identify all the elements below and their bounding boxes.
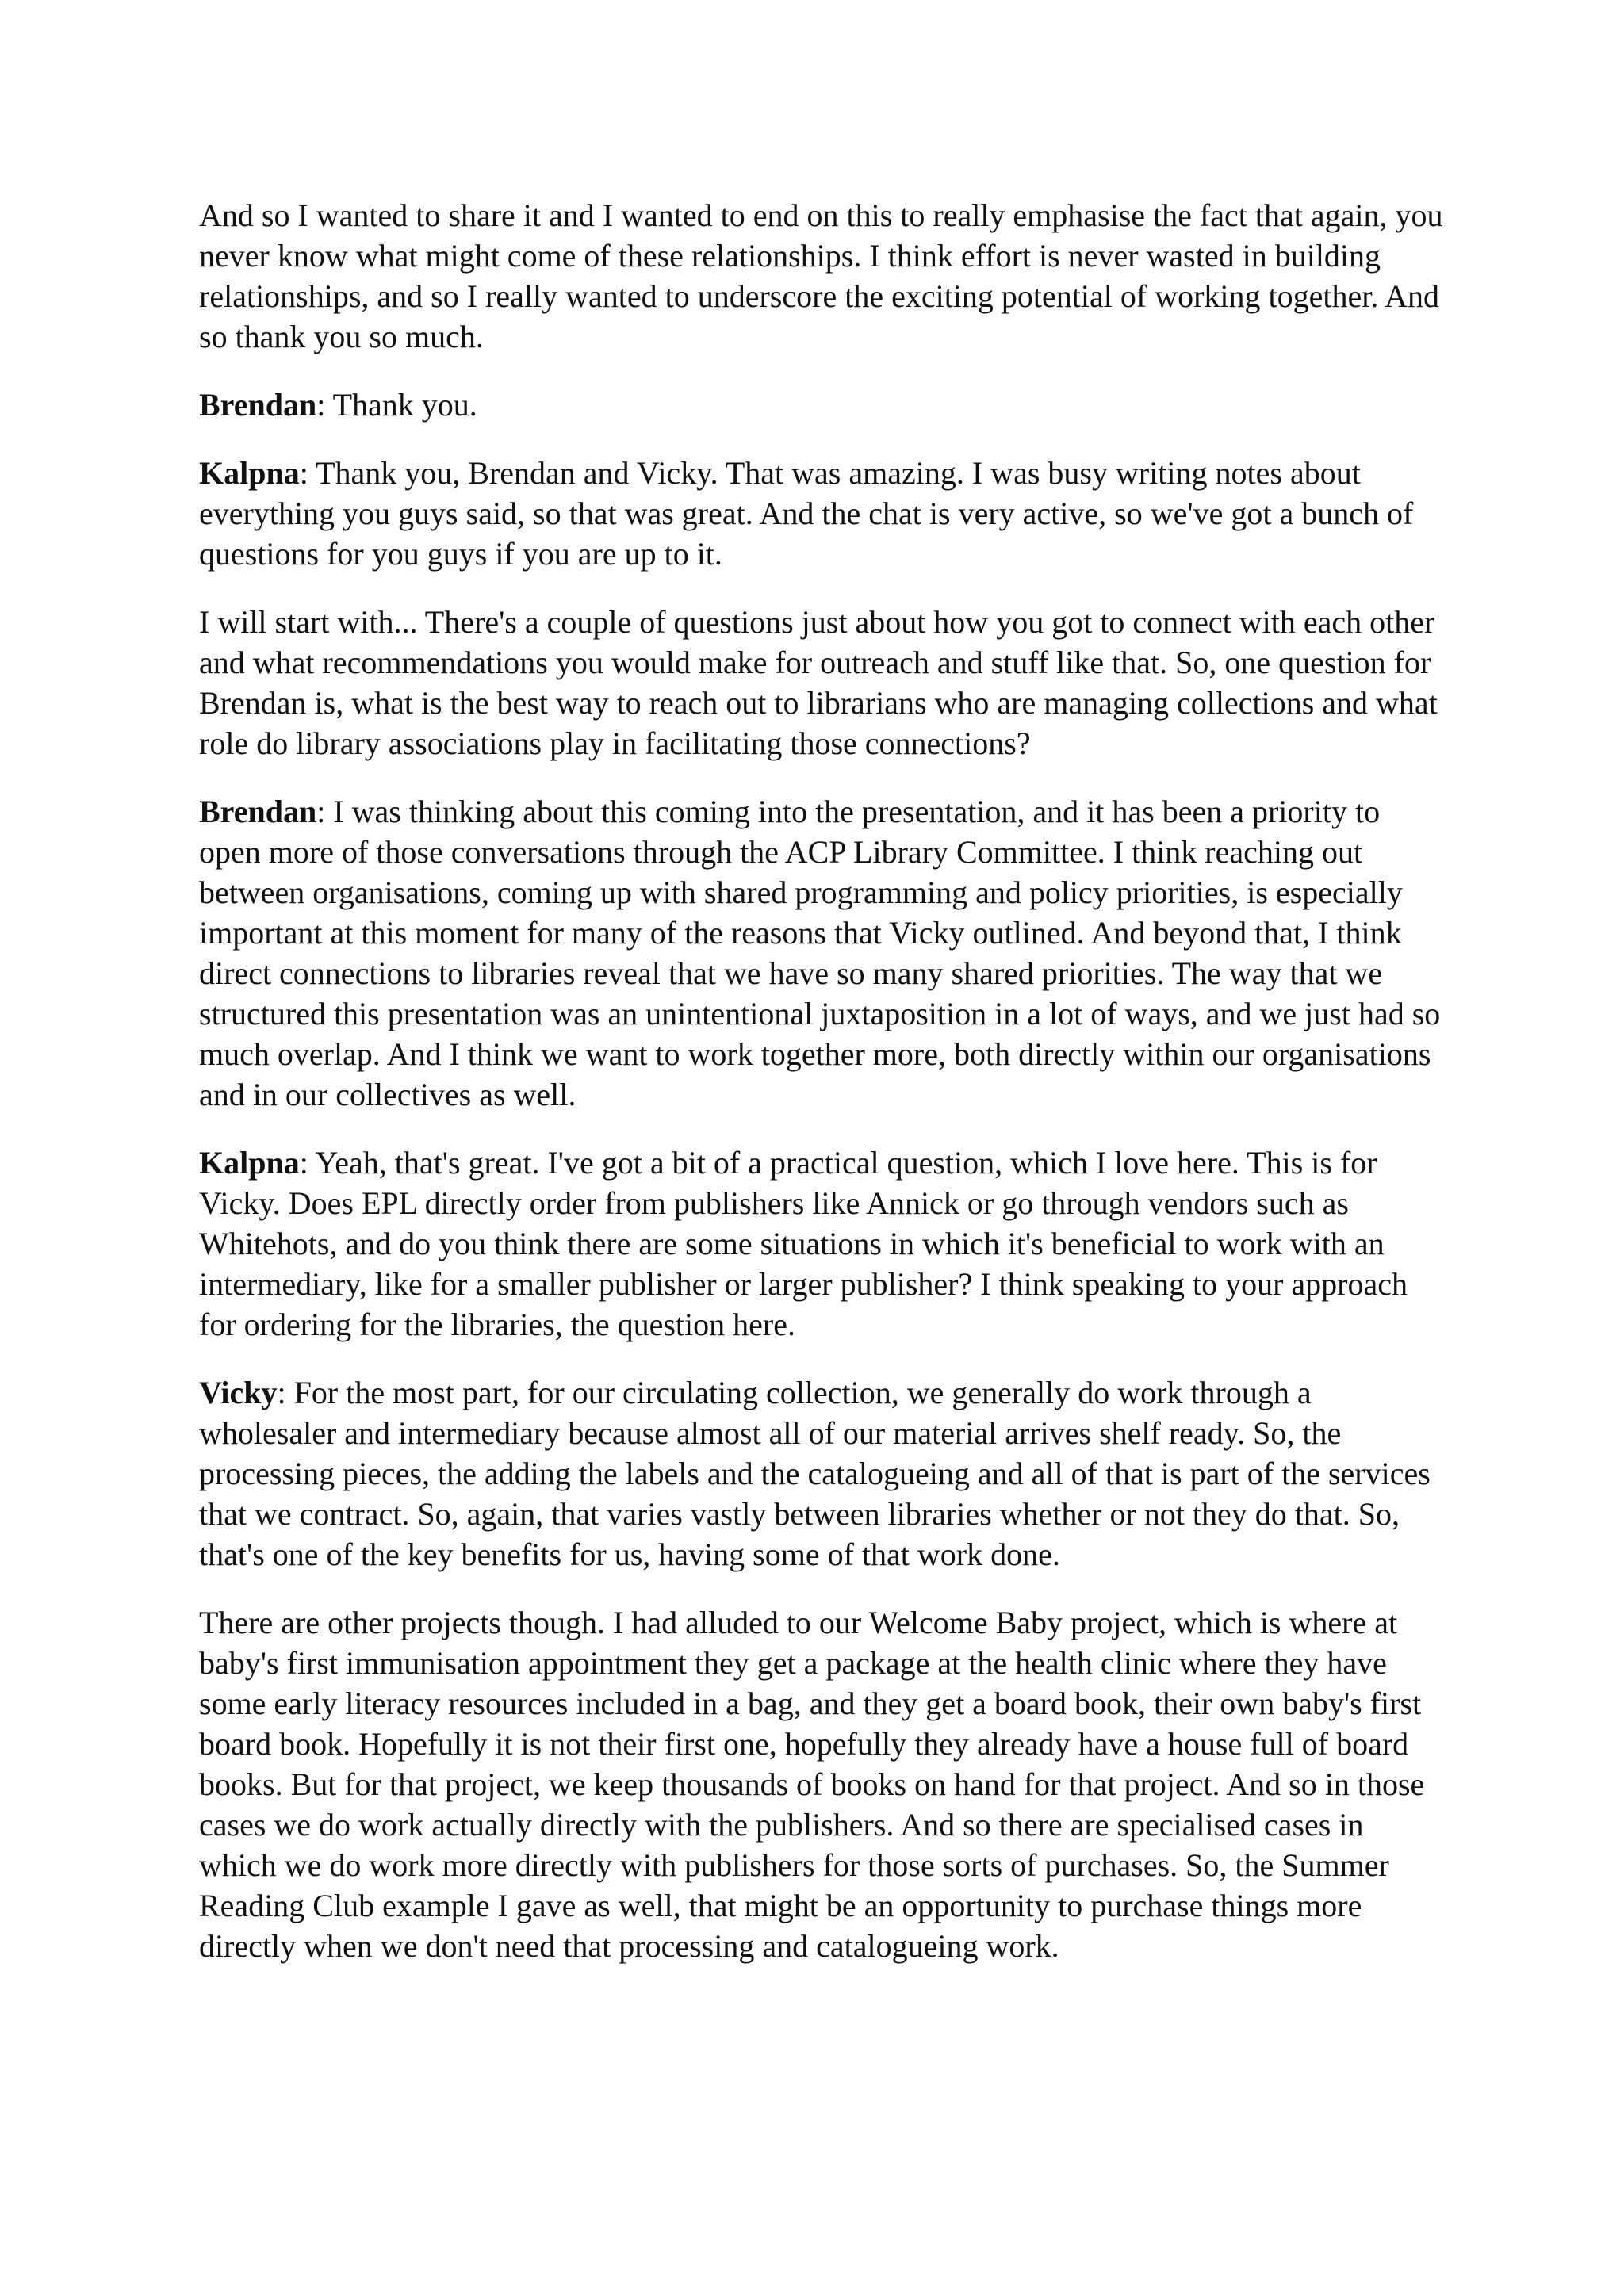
speaker-name: Kalpna bbox=[199, 455, 300, 491]
speaker-name: Kalpna bbox=[199, 1145, 300, 1181]
paragraph-text: There are other projects though. I had alluded to our Welcome Baby project, which is where at baby's first immunisation appointment they get a package at the health clinic where they have some early literacy resources included in a bag, and they get a board book, their own baby's first board book. Hopefully it is not their first one, hopefully they already have a house full of board books. But for that project, we keep thousands of books on hand for that project. And so in those cases we do work actually directly with the publishers. And so there are specialised cases in which we do work more directly with publishers for those sorts of purchases. So, the Summer Reading Club example I gave as well, that might be an opportunity to purchase things more directly when we don't need that processing and catalogueing work. bbox=[199, 1605, 1425, 1964]
paragraph-brendan-answer bbox=[199, 791, 1444, 1115]
speaker-name: Brendan bbox=[199, 387, 317, 423]
speaker-name: Vicky bbox=[199, 1375, 278, 1410]
paragraph-brendan-thanks bbox=[199, 385, 1444, 425]
paragraph-text: Yeah, that's great. I've got a bit of a practical question, which I love here. This is for Vicky. Does EPL directly order from publishers like Annick or go through vendors such as Whitehots, and do you think there are some situations in which it's beneficial to work with an intermediary, like for a smaller publisher or larger publisher? I think speaking to your approach for ordering for the libraries, the question here. bbox=[199, 1145, 1408, 1342]
speaker-name: Brendan bbox=[199, 794, 317, 829]
paragraph-kalpna-thanks bbox=[199, 453, 1444, 574]
paragraph-vicky-welcome-baby bbox=[199, 1602, 1444, 1966]
transcript-body bbox=[199, 195, 1444, 1994]
paragraph-text: And so I wanted to share it and I wanted to end on this to really emphasise the fact that again, you never know what might come of these relationships. I think effort is never wasted in building relationships, and so I really wanted to underscore the exciting potential of working together. And so thank you so much. bbox=[199, 197, 1443, 354]
paragraph-vicky-answer bbox=[199, 1372, 1444, 1575]
paragraph-text: I will start with... There's a couple of questions just about how you got to connect with each other and what recommendations you would make for outreach and stuff like that. So, one question for Brendan is, what is the best way to reach out to librarians who are managing collections and what role do library associations play in facilitating those connections? bbox=[199, 604, 1438, 761]
paragraph-kalpna-question-ordering bbox=[199, 1142, 1444, 1345]
speaker-separator: : bbox=[299, 455, 316, 491]
speaker-separator: : bbox=[277, 1375, 294, 1410]
speaker-separator: : bbox=[316, 794, 334, 829]
paragraph-text: Thank you, Brendan and Vicky. That was amazing. I was busy writing notes about everything you guys said, so that was great. And the chat is very active, so we've got a bunch of questions for you guys if you are up to it. bbox=[199, 455, 1414, 572]
paragraph-text: For the most part, for our circulating collection, we generally do work through a wholesaler and intermediary because almost all of our material arrives shelf ready. So, the processing pieces, the adding the labels and the catalogueing and all of that is part of the services that we contract. So, again, that varies vastly between libraries whether or not they do that. So, that's one of the key benefits for us, having some of that work done. bbox=[199, 1375, 1431, 1572]
paragraph-kalpna-question-outreach bbox=[199, 602, 1444, 763]
paragraph-text: Thank you. bbox=[332, 387, 477, 423]
paragraph-text: I was thinking about this coming into the presentation, and it has been a priority to open more of those conversations through the ACP Library Committee. I think reaching out between organisations, coming up with shared programming and policy priorities, is especially important at this moment for many of the reasons that Vicky outlined. And beyond that, I think direct connections to libraries reveal that we have so many shared priorities. The way that we structured this presentation was an unintentional juxtaposition in a lot of ways, and we just had so much overlap. And I think we want to work together more, both directly within our organisations and in our collectives as well. bbox=[199, 794, 1441, 1112]
speaker-separator: : bbox=[299, 1145, 316, 1181]
speaker-separator: : bbox=[316, 387, 333, 423]
paragraph-closing-remarks bbox=[199, 195, 1444, 357]
